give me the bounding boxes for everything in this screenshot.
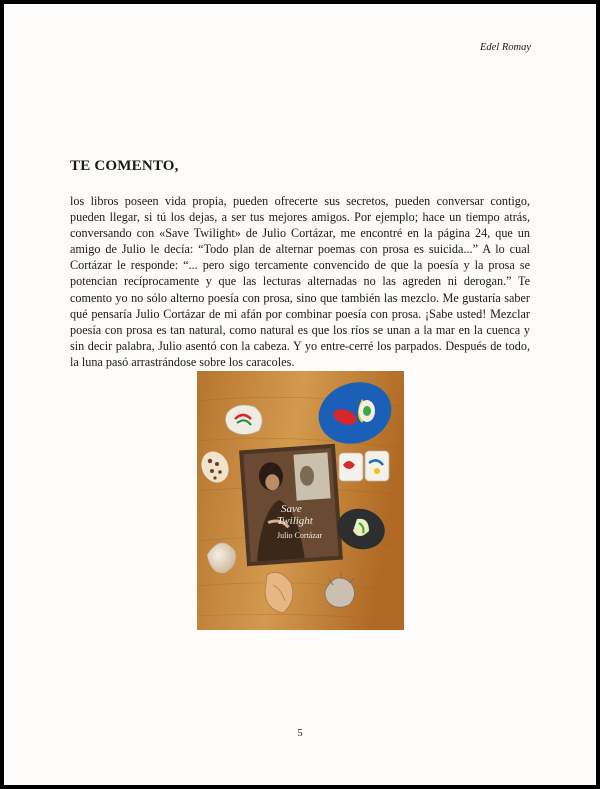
running-header-author: Edel Romay (479, 42, 531, 53)
article-body: los libros poseen vida propia, pueden ofrecerte sus secretos, pueden conversar contigo, pueden llegar, si tú los dejas, a ser tus mejores amigos. Por ejemplo; hace un tiempo atrás, conversando con «Save Twilight» de Julio Cortázar, me encontré en la página 24, que un amigo de Julio le decía: “Todo plan de alternar poemas con prosa es suicida...” A lo cual Cortázar le responde: “... pero sigo tercamente convencido de que la poesía y la prosa se potencian recíprocamente y que las lecturas alternadas no las agreden ni derogan.” Te comento yo no sólo alterno poesía con prosa, sino que también las mezclo. Me gustaría saber qué pensaría Julio Cortázar de mi afán por combinar poesía con prosa. ¡Sabe usted! Mezclar poesía con prosa es tan natural, como natural es que los ríos se unan a la mar en la cuenca y sin decir palabra, Julio asentó con la cabeza. Y yo entre-cerré los parpados. Después de todo, la luna pasó arrastrándose sobre los caracoles. (70, 194, 530, 369)
photo-illustration (197, 371, 404, 630)
document-page (4, 4, 596, 785)
book-title-line1: Save (281, 503, 302, 515)
book-author-label: Julio Cortázar (277, 531, 323, 540)
book-still-life-photo (197, 371, 404, 630)
page-number: 5 (297, 728, 303, 739)
painted-shell-top (225, 405, 262, 435)
article-title: TE COMENTO, (70, 158, 179, 174)
book-title-line2: Twilight (277, 515, 313, 527)
book-cover (239, 444, 343, 566)
